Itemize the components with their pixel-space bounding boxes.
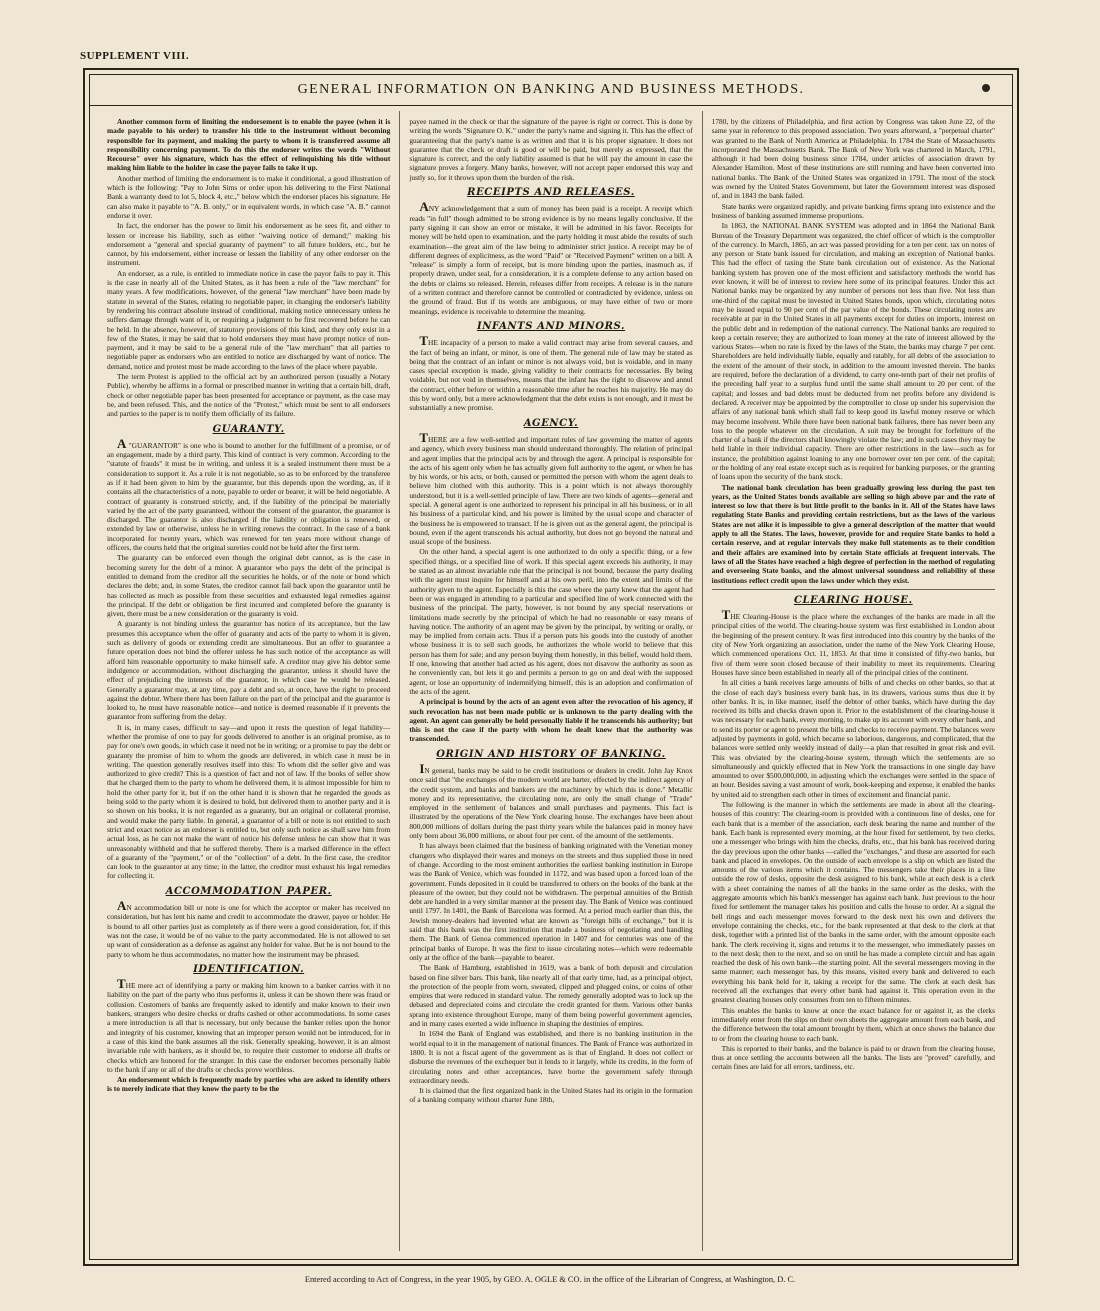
paragraph: THERE are a few well-settled and important rules of law governing the matter of agents and agency, which every business man should understand thoroughly. The relation of principal and agent implies that the principal acts by and through the agent. A principal is responsible for the acts of his agent only when he has actually given full authority to the agent, or when he has by his words, or his acts, or both, caused or permitted the person with whom the agent deals to believe him clothed with this authority. This is a point which is not always thoroughly understood, but it is a well-settled principle of law. There are two kinds of agents—general and special. A general agent is one authorized to represent his principal in all his business, or in all his business of a particular kind, and his power is limited by the usual scope and character of the business he is empowered to transact. If he is given out as the general agent, the principal is bound, even if the agent transcends his actual authority, but does not go beyond the natural and usual scope of the business.	[409, 429, 693, 547]
section-heading: GUARANTY.	[212, 423, 285, 435]
paragraph: THE mere act of identifying a party or making him known to a banker carries with it no liability on the part of the party who thus performs it, unless it can be shown there was fraud or collusion. Customers of banks are frequently asked to identify and make known to their own bankers, strangers who desire checks or drafts cashed or other accommodations. In some cases a mere introduction is all that is necessary, but only because the banker relies upon the honor and integrity of his customer, knowing that an improper person would not be introduced, for in a case of this kind the bank assumes all the risk. Generally speaking, however, it is an almost invariable rule with bankers, as it should be, to require their customer to endorse all drafts or checks which are honored for the stranger. In this case the endorser becomes personally liable to the bank if any or all of the drafts or checks prove worthless.	[107, 976, 391, 1074]
paragraph: In 1694 the Bank of England was established, and there is no banking institution in the world equal to it in the management of national finances. The Bank of France was authorized in 1800. It is not a fiscal agent of the government as is that of England. It does not collect or disburse the revenues of the exchequer but it lends to it largely, while its credits, in the form of circulating notes and other acceptances, have borne the government safely through extraordinary needs.	[409, 1029, 693, 1085]
paragraph: The Bank of Hamburg, established in 1619, was a bank of both deposit and circulation based on fine silver bars. This bank, like nearly all of that early time, had, as a principal object, the protection of the people from worn, sweated, clipped and plugged coins, or coins of other empires that were reduced in standard value. The remedy generally adopted was to lock up the debased and depreciated coins and circulate the credit granted for them. Various other banks sprang into existence throughout Europe, many of them being powerful government agencies, and in many cases exerted a wide influence in shaping the destinies of empires.	[409, 963, 693, 1029]
copyright-footer: Entered according to Act of Congress, in the year 1905, by GEO. A. OGLE & CO. in the office of the Librarian of Congress, at Washington, D. C.	[304, 1275, 796, 1284]
paragraph: IN general, banks may be said to be credit institutions or dealers in credit. John Jay Knox once said that "the exchanges of the modern world are barter, effected by the indirect agency of the credit system, and banks and bankers are the machinery by which this is done." Metallic money and its representative, the circulating note, are only the small change of "Trade" employed in the settlement of balances and small purchases and payments. This fact is illustrated by the operations of the New York clearing house. The exchanges have been about 800,000 millions of dollars during the past thirty years while the balances paid in money have only been about 36,000 millions, or about four per cent. of the amount of the settlements.	[409, 761, 693, 841]
supplement-label: SUPPLEMENT VIII.	[80, 50, 190, 62]
paragraph: An endorser, as a rule, is entitled to immediate notice in case the payor fails to pay it. This is the case in nearly all of the United States, as it has been a rule of the "law merchant" for many years. A few modifications, however, of the general "law merchant" have been made by statute in several of the States, relating to negotiable paper, in changing the endorser's liability by rendering his contract absolute instead of conditional, making notice unnecessary unless he suffers damage through want of it, or requiring a judgment to be first recovered before he can be held. In the absence, however, of statutory provisions of this kind, and they only exist in a few of the States, it may be said that to hold endorsers they must have prompt notice of non-payment, and it may be said to be a general rule of the "law merchant" that all parties to negotiable paper as endorsers who are entitled to notice are discharged by want of notice. The demand, notice and protest must be made according to the laws of the place where payable.	[107, 268, 391, 371]
paragraph: 1780, by the citizens of Philadelphia, and first action by Congress was taken June 22, of the same year in reference to this proposed association. Two years afterward, a "perpetual charter" was granted to the Bank of North America at Philadelphia. In 1784 the State of Massachusetts incorporated the Massachusetts Bank. The Bank of New York was chartered in March, 1791, although it had been doing business since 1784, under articles of association drawn by Alexander Hamilton. Most of these institutions are still running and have been converted into national banks. The Bank of the United States was organized in 1791. The most of the stock was owned by the United States Government, but later the Government interest was disposed of, and in 1843 the bank failed.	[711, 117, 995, 201]
paragraph: AN accommodation bill or note is one for which the acceptor or maker has received no consideration, but has lent his name and credit to accommodate the drawer, payee or holder. He is bound to all other parties just as completely as if there were a good consideration, for, if this was not the case, it would be of no value to the party accommodated. He is not allowed to set up want of consideration as a defense as against any holder for value. But he is not bound to the party to whom he thus accommodates, no matter how the instrument may be phrased.	[107, 898, 391, 959]
section-heading: ORIGIN AND HISTORY OF BANKING.	[436, 748, 666, 760]
paragraph: It is claimed that the first organized bank in the United States had its origin in the formation of a banking company without charter June 18th,	[409, 1086, 693, 1105]
paragraph: THE incapacity of a person to make a valid contract may arise from several causes, and the fact of being an infant, or minor, is one of them. The general rule of law may be stated as being that the contract of an infant or minor is not always void, but is voidable, and in many cases special exception is made, giving validity to their contracts for necessaries. By being voidable, but not void in themselves, means that the infant has the right to disavow and annul the contract, either before or within a reasonable time after he reaches his majority. He may do this by word only, but a mere acknowledgment that the debt exists is not enough, and it must be substantially a new promise.	[409, 333, 693, 413]
paragraph: The term Protest is applied to the official act by an authorized person (usually a Notary Public), whereby he affirms in a formal or prescribed manner in writing that a certain bill, draft, check or other negotiable paper has been presented for acceptance or payment, as the case may be, and been refused. This, and the notice of the "Protest," which must be sent to all endorsers and parties to the paper is to notify them officially of its failure.	[107, 372, 391, 419]
paragraph: ANY acknowledgement that a sum of money has been paid is a receipt. A receipt which reads "in full" though admitted to be strong evidence is by no means legally conclusive. If the party signing it can show an error or mistake, it will be admitted in his favor. Receipts for money will be held open to examination, and the party holding it must abide the results of such examination—the great aim of the law being to administer strict justice. A receipt may be of different degrees of explicitness, as the word "Paid" or "Received Payment" written on a bill. A "release" is simply a form of receipt, but is more binding upon the parties, inasmuch as, if properly drawn, under seal, for a consideration, it is a complete defense to any action based on the debts or claims so released. Herein, releases differ from receipts. A release is in the nature of a written contract and therefore cannot be controlled or contradicted by evidence, unless on the ground of fraud. But if its words are ambiguous, or may have either of two or more meanings, evidence is receivable to determine the meaning.	[409, 199, 693, 316]
paragraph: A guaranty is not binding unless the guarantor has notice of its acceptance, but the law presumes this acceptance when the offer of guaranty and acts of the party to whom it is given, such as delivery of goods or extending credit are simultaneous. But an offer to guarantee a future operation does not bind the offerer unless he has such notice of the acceptance as will afford him reasonable opportunity to make himself safe. A creditor may give his debtor some indulgence or accommodation, without discharging the guarantor, unless it should have the effect of prejudicing the interests of the guarantor, in which case he would be released. Generally a guarantor may, at any time, pay a debt and so, at once, have the right to proceed against the debtor. Where there has been failure on the part of the principal and the guarantor is looked to, he must have reasonable notice—and notice is deemed reasonable if it prevents the guarantor from suffering from the delay.	[107, 619, 391, 722]
ornament-dot	[982, 84, 990, 92]
paragraph: The national bank circulation has been gradually growing less during the past ten years, as the United States bonds available are selling so high above par and the rate of interest so low that there is but little profit to the banks in it. All of the States have laws regulating State Banks and providing certain restrictions, but as the laws of the various States are not alike it is impossible to give a general description of the matter that would apply to all the States. The laws, however, provide for and require State banks to hold a certain reserve, and at regular intervals they make full statements as to their condition and their affairs are examined into by certain State officials at frequent intervals. The laws of all the States have reached a high degree of perfection in the method of regulating and overseeing State banks, and the almost universal soundness and reliability of these institutions reflect credit upon the laws under which they exist.	[711, 482, 995, 585]
paragraph: The guaranty can be enforced even though the original debt cannot, as is the case in becoming surety for the debt of a minor. A guarantor who pays the debt of the principal is entitled to demand from the creditor all the securities he holds, or of the note or bond which declares the debt; and, in some States, the creditor cannot fail back upon the guarantor until he has collected as much as possible from these securities and exhausted legal remedies against the principal. If the debt or obligation be first incurred and completed before the guaranty is given, there must be a new consideration or the guaranty is void.	[107, 553, 391, 619]
section-heading: RECEIPTS AND RELEASES.	[467, 187, 635, 199]
paragraph: This enables the banks to know at once the exact balance for or against it, as the clerks immediately enter from the slips on their own sheets the aggregate amount from each bank, and the difference between the total amount brought by them, which at once shows the balance due to or from the clearing house to each bank.	[711, 1005, 995, 1043]
paragraph: This is reported to their banks, and the balance is paid to or drawn from the clearing house, thus at once settling the accounts between all the banks. The lists are "proved" carefully, and certain fines are laid for all errors, tardiness, etc.	[711, 1043, 995, 1072]
paragraph: A principal is bound by the acts of an agent even after the revocation of his agency, if such revocation has not been made public or is unknown to the party dealing with the agent. An agent can generally be held personally liable if he transcends his authority; but this is not the case if the party with whom he dealt knew that the authority was transcended.	[409, 697, 693, 744]
paragraph: In 1863, the NATIONAL BANK SYSTEM was adopted and in 1864 the National Bank Bureau of the Treasury Department was organized, the chief officer of which is the comptroller of the currency. In March, 1865, an act was passed providing for a ten per cent. tax on notes of any person or State bank issued for circulation, and making an exception of National banks. This had the effect of taxing the State bank circulation out of existence. As the National banking system has proven one of the most efficient and satisfactory methods the world has ever known, it will be of interest to review here some of its principal features. Under this act National banks may be organized by any number of persons not less than five. Not less than one-third of the capital must be invested in United States bonds, upon which, circulating notes may be issued equal to 90 per cent of the par value of the bonds. These circulating notes are receivable at par in the United States in all payments except for duties on imports, interest on the public debt and in redemption of the national currency. The National banks are required to keep a certain reserve; they are authorized to loan money at the rate of interest allowed by the various States—when no rate is fixed by the laws of the State, the banks may charge 7 per cent. Shareholders are held individually liable, equally and ratably, for all debts of the association to the extent of the amount of their stock, in addition to the amount invested therein. The banks are required, before the declaration of a dividend, to carry one-tenth part of their net profits of the preceding half year to a surplus fund until the same shall amount to 20 per cent. of the capital; and losses and bad debts must be deducted from net profits before any dividend is declared. A receiver may be appointed by the comptroller to close up under his supervision the affairs of any national bank which shall fail to keep good its lawful money reserve or which may become insolvent. While there have been national bank failures, there has never been any loss to the people whatever on the circulation. A suit may be brought for forfeiture of the charter of a bank if the directors shall knowingly violate the law; and in such cases they may be held liable in their individual capacity. There are other restrictions in the law—such as for instance, the prohibition against loaning to any one borrower over ten per cent. of the capital; or the holding of any real estate except such as is required for banking purposes, or the granting of loans upon the security of the bank stock.	[711, 221, 995, 482]
column-left	[98, 111, 399, 1251]
paragraph: payee named in the check or that the signature of the payee is right or correct. This is done by writing the words "Signature O. K." under the party's name and signing it. This has the effect of guaranteeing that the party's name is as written and that it is his proper signature. It does not guarantee that the check or draft is good or will be paid, but merely as expressed, that the signature is correct, and the only liability assumed is that he will pay the amount in case the signature proves a forgery. Many banks, however, will not accept paper endorsed this way and justly so, for it throws upon them the burden of the risk.	[409, 117, 693, 182]
paragraph: It is, in many cases, difficult to say—and upon it rests the question of legal liability—whether the promise of one to pay for goods delivered to another is an original promise, as to pay for one's own goods, in which case it need not be in writing; or a promise to pay the debt or guaranty the promise of him to whom the goods are delivered, in which case it must be in writing. The question generally resolves itself into this: To whom did the seller give and was authorized to give credit? This is a question of fact and not of law. If the books of seller show that he charged them to the party to whom he delivered them, it is almost impossible for him to hold the other party for it, but if on the other hand it is shown that he regarded the goods as being sold to the party whom it is desired to hold, but delivered them to another party and it is so shown on his books, it is not regarded as a guaranty, but an original or collateral promise, and would make the party liable. In general, a guarantor of a bill or note is not entitled to such strict and exact notice as an endorser is entitled to, but only such notice as shall save him from actual loss, as he can not make the want of notice his defense unless he can show that it was unreasonably withheld and that he suffered thereby. There is a marked difference in the effect of a guaranty of the "payment," or of the "collection" of a debt. In the first case, the creditor can look to the guarantor at any time; in the latter, the creditor must exhaust his legal remedies for collecting it.	[107, 722, 391, 881]
column-middle	[399, 111, 701, 1251]
section-heading: IDENTIFICATION.	[193, 963, 305, 975]
section-heading: ACCOMMODATION PAPER.	[165, 885, 332, 897]
paragraph: Another method of limiting the endorsement is to make it conditional, a good illustration of which is the following: "Pay to John Sims or order upon his delivering to the First National Bank a warranty deed to lot 5, block 4, etc.," below which the endorser places his signature. He can also make it payable to "A. B. only," or in equivalent words, in which case "A. B." cannot endorse it over.	[107, 173, 391, 220]
paragraph: In fact, the endorser has the power to limit his endorsement as he sees fit, and either to lessen or increase his liability, such as either "waiving notice of demand;" making his endorsement a "general and special guaranty of payment" to all future holders, etc., but he cannot, by his endorsement, either increase or lessen the liability of any other endorser on the instrument.	[107, 221, 391, 268]
paragraph: The following is the manner in which the settlements are made in about all the clearing-houses of this country: The clearing-room is provided with a continuous line of desks, one for each bank that is a member of the association, each desk bearing the name and number of the bank. Each bank is represented every morning, at the hour fixed for settlement, by two clerks, one a messenger who brings with him the checks, drafts, etc., that his bank has received during the day previous upon the other banks —called the "exchanges," and these are assorted for each bank and placed in envelopes. On the outside of each envelope is a slip on which are listed the amounts of the various items which it contains. The messengers take their places in a line outside the row of desks, opposite the desk assigned to his bank, while at each desk is a clerk with a sheet containing the names of all the banks in the same order as the desks, with the aggregate amounts which his bank's messenger has against each bank. Just previous to the hour fixed for settlement the manager takes his position and calls the house to order. At a signal the bell rings and each messenger moves forward to the desk next his own and delivers the envelope containing the checks, etc., for the bank represented at that desk to the clerk at that desk, together with a printed list of the banks in the same order, with the amount opposite each bank. The clerk receiving it, signs and returns it to the messenger, who immediately passes on to the next desk; then to the next, and so on until he has made a complete circuit and has again reached the desk of his own bank—the starting point. All the several messengers moving in the same manner; each messenger has, by this means, visited every bank and delivered to each everything his bank held for it, taking a receipt for the same. The clerk at each desk has received all the exchanges that every other bank had against it. This operation even in the greatest clearing houses only consumes from ten to fifteen minutes.	[711, 800, 995, 1005]
article-frame-inner	[89, 74, 1013, 1260]
section-divider	[712, 589, 995, 590]
title-bar	[90, 75, 1012, 106]
column-right	[702, 111, 1004, 1251]
paragraph: State banks were organized rapidly, and private banking firms sprang into existence and the business of banking assumed immense proportions.	[711, 201, 995, 220]
paragraph: A "GUARANTOR" is one who is bound to another for the fulfillment of a promise, or of an engagement, made by a third party. This kind of contract is very common. According to the "statute of frauds" it must be in writing, and unless it is a sealed instrument there must be a consideration to support it. As a rule it is not negotiable, so as to be enforced by the transferee as if it had been given to him by the guarantor, but this depends upon the wording, as, if it contains all the characteristics of a note, payable to order or bearer, it will be held negotiable. A contract of guaranty is construed strictly, and, if the liability of the principal be materially varied by the act of the party guaranteed, without the consent of the guarantor, the guarantor is discharged. The guarantor is also discharged if the liability or obligation is renewed, or extended by law or otherwise, unless he in writing renews the contract. In the case of a bank incorporated for twenty years, which was renewed for ten years more without change of officers, the courts held that the original sureties could not be held after the first term.	[107, 435, 391, 553]
paragraph: An endorsement which is frequently made by parties who are asked to identify others is to merely indicate that they know the party to be the	[107, 1075, 391, 1094]
paragraph: It has always been claimed that the business of banking originated with the Venetian money changers who displayed their wares and moneys on the streets and thus supplied those in need of change. According to the most eminent authorities the earliest banking institution in Europe was the Bank of Venice, which was founded in 1172, and was based upon a forced loan of the government. Funds deposited in it could be transferred to others on the books of the bank at the pleasure of the owner, but they could not be withdrawn. The perpetual annuities of the British debt are handled in a very similar manner at the present day. The Bank of Venice was continued until 1797. In 1401, the Bank of Barcelona was formed. At a period much earlier than this, the Jewish money-dealers had invented what are known as "foreign bills of exchange," but it is said that this bank was the first institution that made a business of negotiating and handling them. The Bank of Genoa commenced operation in 1407 and for centuries was one of the principal banks of Europe. It was the first to issue circulating notes—which were redeemable only at the office of the bank—payable to bearer.	[409, 841, 693, 962]
page-title: GENERAL INFORMATION ON BANKING AND BUSINESS METHODS.	[297, 82, 805, 97]
paragraph: In all cities a bank receives large amounts of bills of and checks on other banks, so that at the close of each day's business every bank has, in its drawers, various sums thus due it by other banks. It is, in like manner, itself the debtor of other banks, which have during the day received its bills and checks drawn upon it. Prior to the establishment of the clearing-house it was necessary for each bank, every morning, to make up its account with every other bank, and to send its porter or agent to present the bills and checks to receive payment. The balances were adjusted by payments in gold, which became so laborious, dangerous, and complicated, that the balances were settled only weekly instead of daily—a plan that resulted in great risk and evil. This was obviated by the clearing-house system, through which the settlements are so simultaneously and quickly effected that in New York the transactions in one single day have amounted to over $500,000,000, in adjusting which the exchanges were settled in the space of an hour. Besides saving a vast amount of work, book-keeping and expense, it enabled the banks by united aid to strengthen each other in times of excitement and financial panic.	[711, 678, 995, 799]
paragraph: Another common form of limiting the endorsement is to enable the payee (when it is made payable to his order) to transfer his title to the instrument without becoming responsible for its payment, and making the party to whom it is transferred assume all responsibility concerning payment. To do this the endorser writes the words "Without Recourse" over his signature, which has the effect of relinquishing his title without making him liable to the holder in case the payor fails to take it up.	[107, 117, 391, 173]
section-heading: AGENCY.	[523, 417, 579, 429]
article-frame	[83, 68, 1019, 1266]
section-heading: CLEARING HOUSE.	[793, 594, 913, 606]
article-columns	[98, 111, 1004, 1251]
section-heading: INFANTS AND MINORS.	[476, 320, 626, 332]
paragraph: On the other hand, a special agent is one authorized to do only a specific thing, or a few specified things, or a specified line of work. If this special agent exceeds his authority, it may be stated as an almost invariable rule that the principal is not bound, because the party dealing with the agent must inquire for himself and at his own peril, into the extent and limits of the authority given to the agent. Especially is this the case where the party knew that the agent had been or was engaged in attending to a particular and specified line of work connected with the business of the principal. The party, however, is not bound by any special reservations or limitations made secretly by the principal of which he had no reasonable or easy means of having notice. The authority of an agent may be given by the principal, by writing or orally, or may be implied from certain acts. Thus if a person puts his goods into the custody of another whose business it is to sell such goods, he authorizes the whole world to believe that this person has them for sale; and any person buying them honestly, in this belief, would hold them. If one, knowing that another had acted as his agent, does not disavow the authority as soon as he conveniently can, but lets it go and permits a person to go on and deal with the supposed agent, or lose an opportunity of indemnifying himself, this is an adoption and confirmation of the acts of the agent.	[409, 547, 693, 696]
paragraph: THE Clearing-House is the place where the exchanges of the banks are made in all the principal cities of the world. The clearing-house system was first established in London about the beginning of the present century. It was first introduced into this country by the banks of the city of New York organizing an association, under the name of the New York Clearing House, which commenced operations Oct. 11, 1853. At that time it consisted of fifty-two banks, but five of them were soon closed because of their inability to meet its requirements. Clearing Houses have since been established in nearly all of the principal cities of the continent.	[711, 607, 995, 677]
